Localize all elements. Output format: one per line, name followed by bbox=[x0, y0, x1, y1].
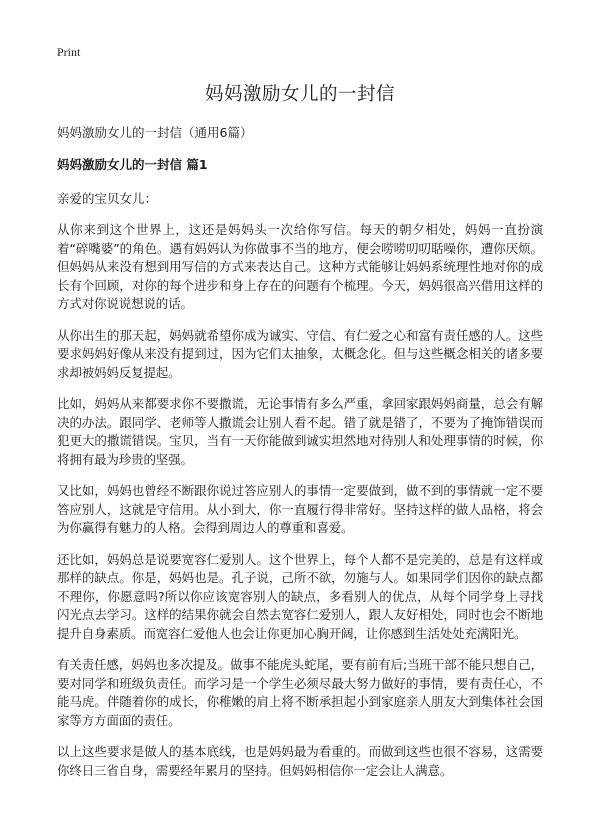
letter-paragraph-7: 以上这些要求是做人的基本底线，也是妈妈最为看重的。而做到这些也很不容易，这需要你终日三省自身，需要经年累月的坚持。但妈妈相信你一定会让人满意。 bbox=[57, 744, 543, 778]
letter-salutation: 亲爱的宝贝女儿： bbox=[57, 191, 158, 206]
letter-paragraph-2: 从你出生的那天起，妈妈就希望你成为诚实、守信、有仁爱之心和富有责任感的人。这些要求妈妈好像从来没有提到过，因为它们太抽象，太概念化。但与这些概念相关的诸多要求却被妈妈反复提起。 bbox=[57, 327, 543, 380]
letter-paragraph-4: 又比如，妈妈也曾经不断跟你说过答应别人的事情一定要做到，做不到的事情就一定不要答应别人，这就是守信用。从小到大，你一直履行得非常好。坚持这样的做人品格，将会为你赢得有魅力的人格。会得到周边人的尊重和喜爱。 bbox=[57, 483, 543, 535]
letter-paragraph-3: 比如，妈妈从来都要求你不要撒谎，无论事情有多么严重，拿回家跟妈妈商量，总会有解决的办法。跟同学、老师等人撒谎会让别人看不起。错了就是错了，不要为了掩饰错误而犯更大的撒谎错误。宝贝，当有一天你能做到诚实坦然地对待别人和处理事情的时候，你将拥有最为珍贵的坚强。 bbox=[57, 396, 543, 467]
print-link[interactable]: Print bbox=[57, 45, 81, 59]
letter-paragraph-1: 从你来到这个世界上，这还是妈妈头一次给你写信。每天的朝夕相处，妈妈一直扮演着“碎嘴婆”的角色。遇有妈妈认为你做事不当的地方，便会唠唠叨叨聒噪你，遭你厌烦。但妈妈从来没有想到用写信的方式来表达自己。这种方式能够让妈妈系统理性地对你的成长有个回顾，对你的每个进步和身上存在的问题有个梳理。今天，妈妈很高兴借用这样的方式对你说说想说的话。 bbox=[57, 222, 543, 311]
section-heading: 妈妈激励女儿的一封信 篇1 bbox=[57, 157, 208, 172]
letter-paragraph-6: 有关责任感，妈妈也多次提及。做事不能虎头蛇尾，要有前有后;当班干部不能只想自己，要对同学和班级负责任。而学习是一个学生必须尽最大努力做好的事情，要有责任心，不能马虎。伴随着你的成长，你稚嫩的肩上将不断承担起小到家庭亲人朋友大到集体社会国家等方方面面的责任。 bbox=[57, 657, 543, 728]
page-title: 妈妈激励女儿的一封信 bbox=[204, 84, 395, 105]
letter-paragraph-5: 还比如，妈妈总是说要宽容仁爱别人。这个世界上，每个人都不是完美的，总是有这样或那样的缺点。你是，妈妈也是。孔子说，己所不欲，勿施与人。如果同学们因你的缺点都不理你，你愿意吗?所以你应该宽容别人的缺点，多看别人的优点，从每个同学身上寻找闪光点去学习。这样的结果你就会自然去宽容仁爱别人，跟人友好相处，同时也会不断地提升自身素质。而宽容仁爱他人也会让你更加心胸开阔，让你感到生活处处充满阳光。 bbox=[57, 551, 543, 641]
document-subtitle: 妈妈激励女儿的一封信（通用6篇） bbox=[57, 125, 253, 140]
